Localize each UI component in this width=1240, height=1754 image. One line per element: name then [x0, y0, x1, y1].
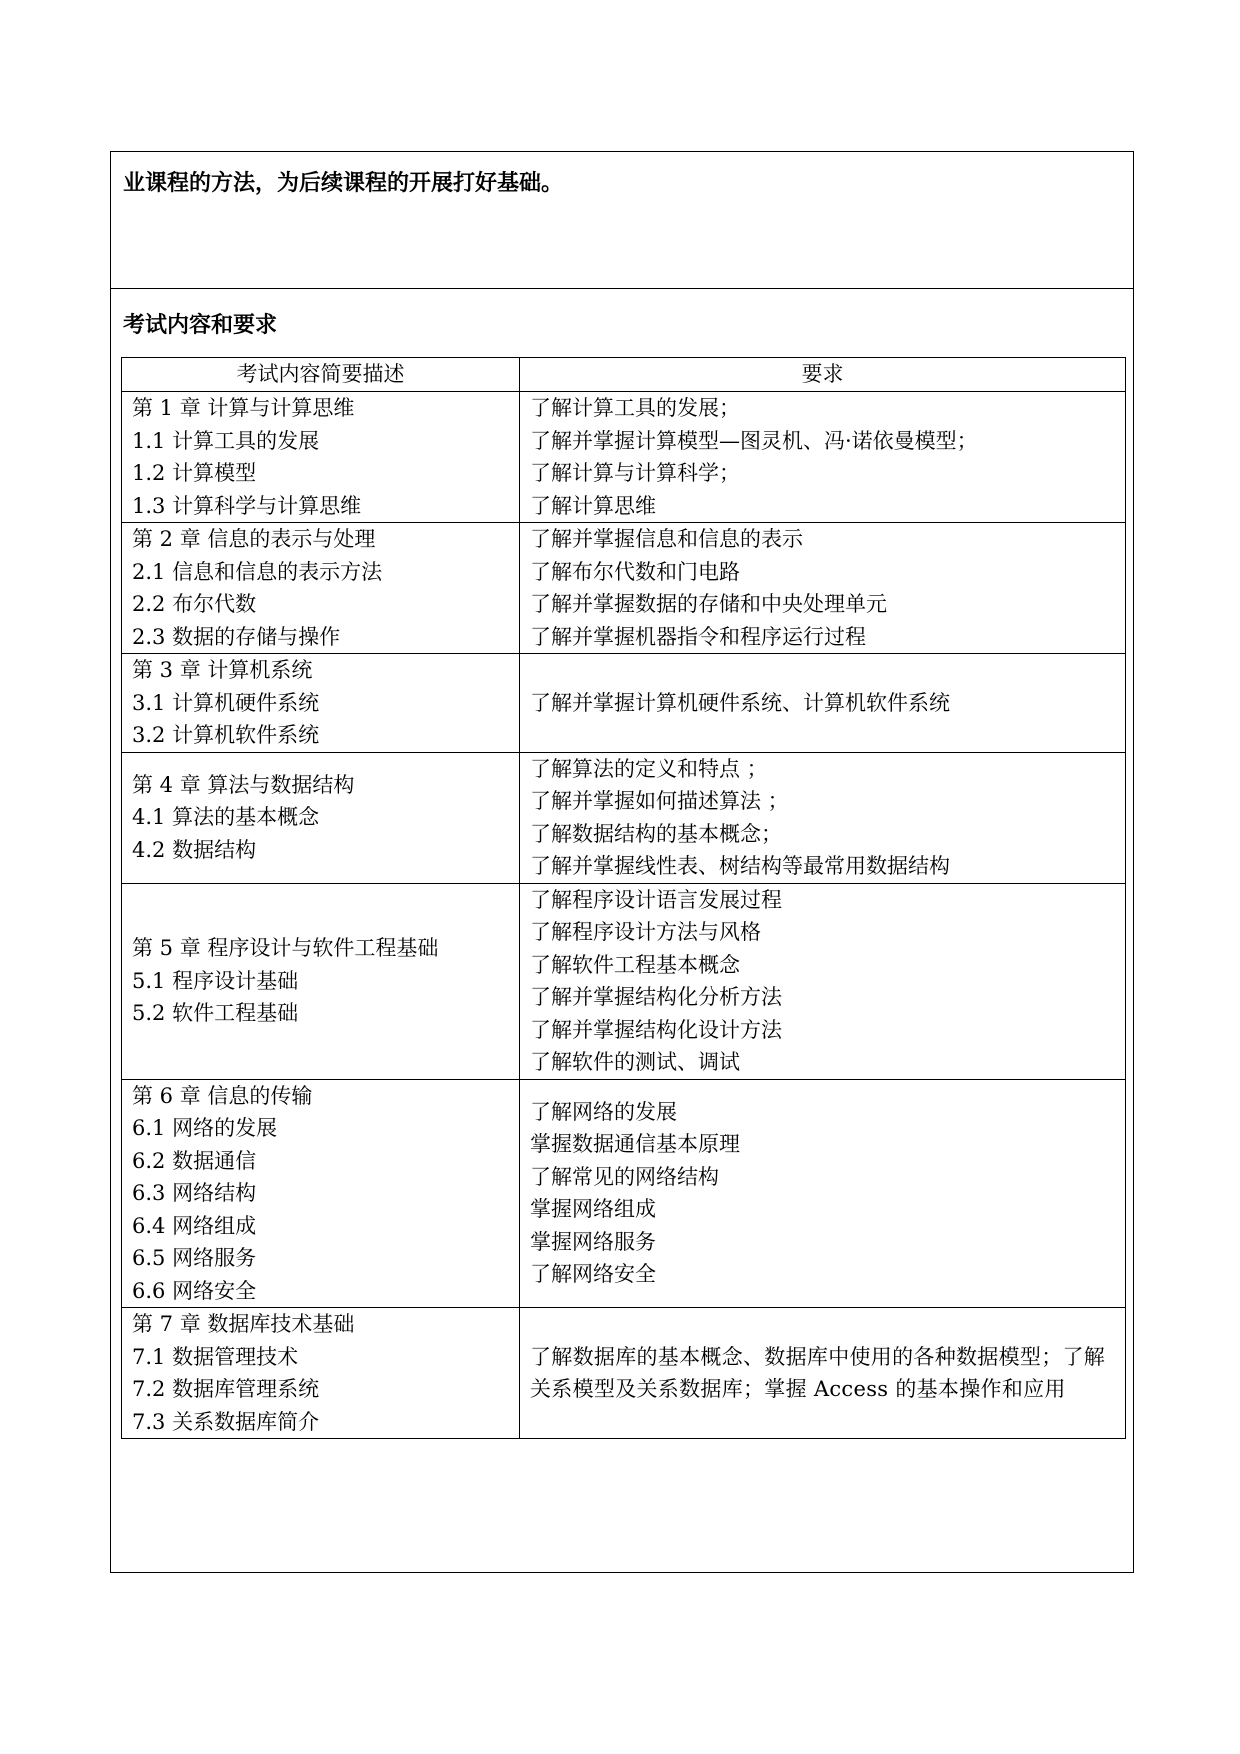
requirement-line: 了解软件工程基本概念	[530, 952, 740, 977]
requirement-line: 了解算法的定义和特点 ；	[530, 756, 768, 781]
requirement-line: 了解并掌握信息和信息的表示	[530, 527, 803, 551]
table-row	[122, 883, 1126, 1079]
content-line: 第 6 章 信息的传输	[132, 1083, 313, 1108]
content-line: 3.2 计算机软件系统	[132, 723, 320, 747]
requirements-cell	[520, 752, 1126, 883]
requirement-line: 了解网络的发展	[530, 1099, 677, 1124]
requirement-line: 了解计算工具的发展；	[530, 396, 740, 420]
requirement-line: 了解程序设计方法与风格	[530, 920, 761, 944]
exam-content-table	[121, 357, 1126, 1439]
content-cell	[122, 523, 520, 654]
content-cell	[122, 392, 520, 523]
section-heading: 考试内容和要求	[123, 313, 278, 338]
requirement-line: 了解并掌握计算模型—图灵机、冯·诺依曼模型；	[530, 428, 978, 453]
header-requirements: 要求	[520, 358, 1126, 392]
content-line: 6.2 数据通信	[132, 1148, 257, 1173]
content-line: 第 1 章 计算与计算思维	[132, 396, 355, 420]
content-line: 5.1 程序设计基础	[132, 968, 299, 993]
content-line: 3.1 计算机硬件系统	[132, 690, 320, 715]
table-row	[122, 1308, 1126, 1439]
content-line: 2.2 布尔代数	[132, 592, 257, 616]
table-body	[122, 392, 1126, 1439]
requirement-line: 了解并掌握线性表、树结构等最常用数据结构	[530, 854, 950, 878]
content-line: 7.2 数据库管理系统	[132, 1377, 320, 1401]
content-line: 第 2 章 信息的表示与处理	[132, 527, 376, 551]
content-line: 1.2 计算模型	[132, 461, 257, 485]
content-line: 第 7 章 数据库技术基础	[132, 1312, 355, 1336]
requirements-cell	[520, 1079, 1126, 1308]
content-cell	[122, 1079, 520, 1308]
table-row	[122, 523, 1126, 654]
content-line: 2.1 信息和信息的表示方法	[132, 559, 383, 584]
requirements-cell	[520, 1308, 1126, 1439]
requirement-line: 了解并掌握数据的存储和中央处理单元	[530, 592, 887, 616]
requirements-cell	[520, 883, 1126, 1079]
table-row	[122, 654, 1126, 753]
requirement-line: 了解并掌握如何描述算法 ；	[530, 789, 789, 813]
table-row	[122, 392, 1126, 523]
table-header-row	[122, 358, 1126, 392]
content-line: 7.3 关系数据库简介	[132, 1409, 320, 1434]
requirement-line: 了解程序设计语言发展过程	[530, 887, 782, 912]
requirement-line: 了解并掌握机器指令和程序运行过程	[530, 624, 866, 649]
content-line: 6.6 网络安全	[132, 1278, 257, 1303]
requirement-line: 了解并掌握结构化分析方法	[530, 985, 782, 1009]
requirements-cell	[520, 392, 1126, 523]
content-line: 2.3 数据的存储与操作	[132, 624, 341, 649]
requirement-line: 了解并掌握计算机硬件系统、计算机软件系统	[530, 690, 950, 715]
requirements-cell	[520, 523, 1126, 654]
content-line: 6.4 网络组成	[132, 1213, 257, 1238]
content-line: 4.2 数据结构	[132, 837, 257, 862]
intro-text: 业课程的方法，为后续课程的开展打好基础。	[123, 171, 564, 196]
requirement-line: 了解数据结构的基本概念；	[530, 821, 782, 846]
content-line: 1.1 计算工具的发展	[132, 428, 320, 453]
requirements-cell	[520, 654, 1126, 753]
requirement-line: 掌握网络服务	[530, 1229, 656, 1254]
requirement-line: 了解布尔代数和门电路	[530, 559, 740, 584]
requirement-line: 了解计算思维	[530, 493, 656, 518]
requirement-paragraph: 了解数据库的基本概念、数据库中使用的各种数据模型；了解关系模型及关系数据库；掌握 Access 的基本操作和应用	[530, 1344, 1106, 1401]
content-line: 6.3 网络结构	[132, 1181, 257, 1205]
intro-cell	[111, 152, 1133, 289]
content-line: 5.2 软件工程基础	[132, 1001, 299, 1026]
content-line: 6.5 网络服务	[132, 1246, 257, 1270]
requirement-line: 掌握网络组成	[530, 1197, 656, 1222]
header-content: 考试内容简要描述	[122, 358, 520, 392]
requirement-line: 了解软件的测试、调试	[530, 1050, 740, 1074]
requirement-line: 了解并掌握结构化设计方法	[530, 1017, 782, 1042]
content-line: 7.1 数据管理技术	[132, 1344, 299, 1369]
content-line: 第 4 章 算法与数据结构	[132, 772, 355, 797]
content-cell	[122, 654, 520, 753]
requirement-line: 了解计算与计算科学；	[530, 461, 740, 485]
requirement-line: 了解网络安全	[530, 1262, 656, 1287]
content-cell	[122, 752, 520, 883]
table-row	[122, 1079, 1126, 1308]
content-cell	[122, 1308, 520, 1439]
content-line: 1.3 计算科学与计算思维	[132, 493, 362, 518]
content-cell	[122, 883, 520, 1079]
requirement-line: 掌握数据通信基本原理	[530, 1132, 740, 1157]
content-line: 第 3 章 计算机系统	[132, 658, 313, 682]
content-line: 6.1 网络的发展	[132, 1116, 278, 1140]
document-frame	[110, 151, 1134, 1573]
table-row	[122, 752, 1126, 883]
content-line: 4.1 算法的基本概念	[132, 805, 320, 830]
requirement-line: 了解常见的网络结构	[530, 1164, 719, 1189]
content-line: 第 5 章 程序设计与软件工程基础	[132, 936, 439, 961]
